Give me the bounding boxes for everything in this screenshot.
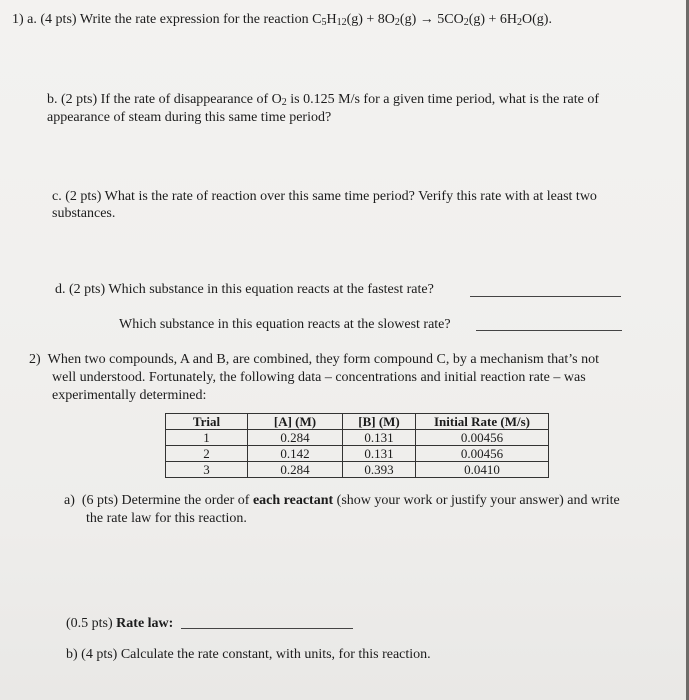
question-2a-line1: a) (6 pts) Determine the order of each reactant (show your work or justify your answer) and write	[64, 493, 620, 508]
cell-trial: 2	[166, 446, 248, 462]
rate-law-prompt: (0.5 pts) Rate law:	[66, 616, 174, 631]
question-1c-line1: c. (2 pts) What is the rate of reaction over this same time period? Verify this rate with at least two	[52, 189, 597, 204]
question-1b-line1: b. (2 pts) If the rate of disappearance of $O_2$ is 0.125 M/s for a given time period, what is the rate of	[47, 92, 600, 108]
header-conc-b: [B] (M)	[343, 414, 416, 430]
rate-law-answer-blank[interactable]	[181, 614, 353, 629]
question-1d-line2: Which substance in this equation reacts at the slowest rate?	[119, 317, 451, 332]
question-2a-line2: the rate law for this reaction.	[86, 511, 247, 526]
question-1d-line1: d. (2 pts) Which substance in this equation reacts at the fastest rate?	[55, 282, 434, 297]
cell-conc-b: 0.131	[343, 446, 416, 462]
header-trial: Trial	[166, 414, 248, 430]
cell-rate: 0.00456	[416, 446, 549, 462]
question-1a: 1) a. (4 pts) Write the rate expression for the reaction $C_5H_{12}(g) + 8O_2(g) \to 5CO_2(g) + 6H_2O(g)$.	[12, 12, 552, 28]
table-row	[166, 462, 549, 478]
cell-conc-a: 0.284	[248, 430, 343, 446]
table-row	[166, 430, 549, 446]
question-2-line1: 2) When two compounds, A and B, are combined, they form compound C, by a mechanism that’s not	[29, 352, 600, 367]
cell-trial: 1	[166, 430, 248, 446]
slowest-answer-blank[interactable]	[476, 316, 622, 331]
cell-conc-b: 0.393	[343, 462, 416, 478]
header-conc-a: [A] (M)	[248, 414, 343, 430]
cell-rate: 0.00456	[416, 430, 549, 446]
question-2-line3: experimentally determined:	[52, 388, 207, 403]
fastest-answer-blank[interactable]	[470, 282, 621, 297]
cell-rate: 0.0410	[416, 462, 549, 478]
table-row	[166, 446, 549, 462]
question-1b-line2: appearance of steam during this same time period?	[47, 110, 332, 125]
cell-trial: 3	[166, 462, 248, 478]
cell-conc-a: 0.142	[248, 446, 343, 462]
reaction-equation: $C_5H_{12}(g) + 8O_2(g) \to 5CO_2(g) + 6H_2O(g)$.	[312, 12, 552, 28]
header-initial-rate: Initial Rate (M/s)	[416, 414, 549, 430]
question-2b: b) (4 pts) Calculate the rate constant, with units, for this reaction.	[66, 647, 431, 662]
cell-conc-a: 0.284	[248, 462, 343, 478]
question-1c-line2: substances.	[52, 206, 116, 221]
table-header-row	[166, 414, 549, 430]
cell-conc-b: 0.131	[343, 430, 416, 446]
rate-data-table	[165, 413, 549, 478]
question-2-line2: well understood. Fortunately, the following data – concentrations and initial reaction rate – was	[52, 370, 586, 385]
